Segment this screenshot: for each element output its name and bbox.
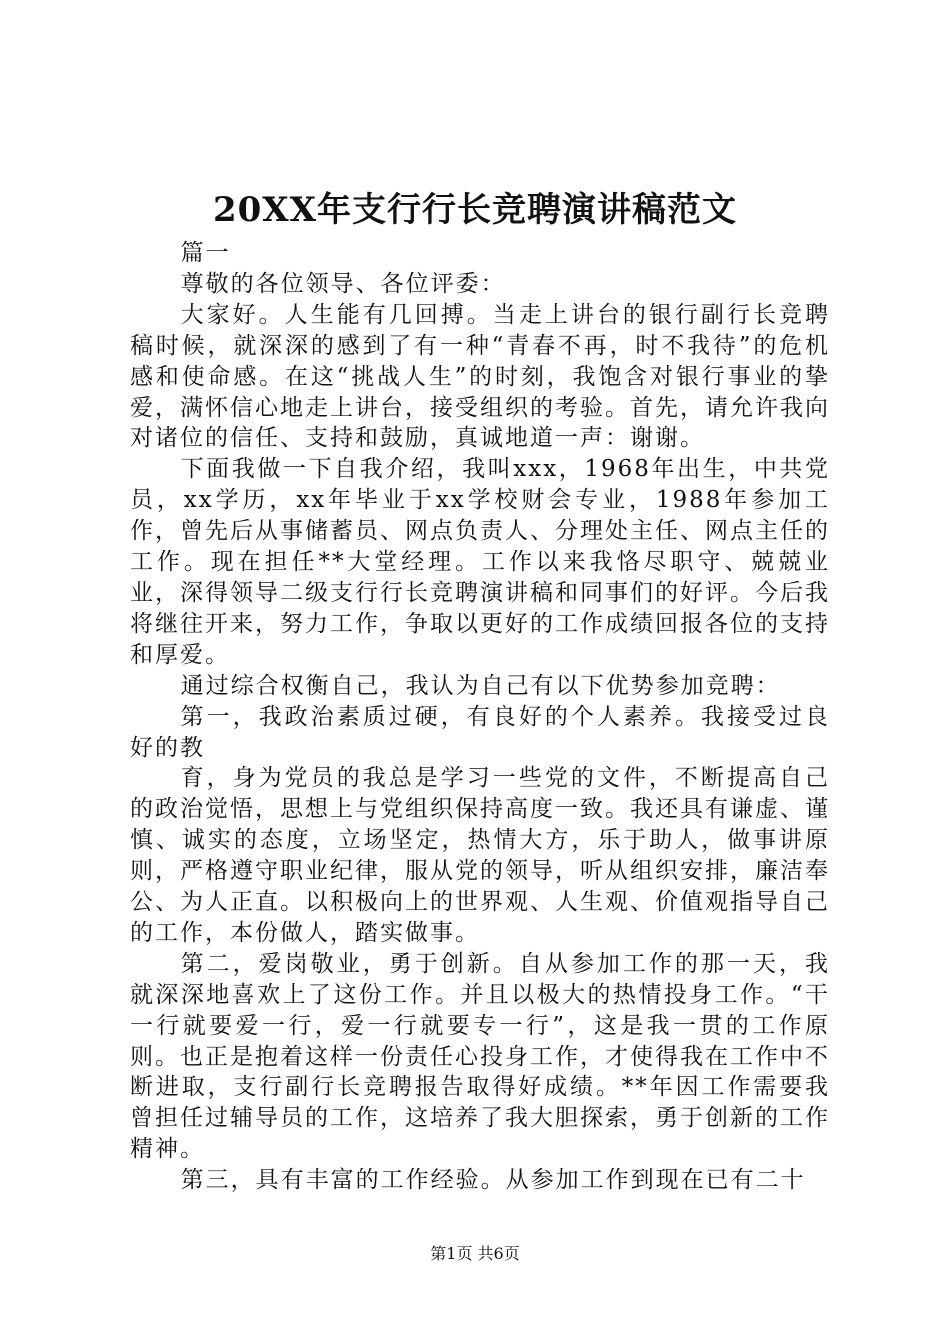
- paragraph-second-point: 第二，爱岗敬业，勇于创新。自从参加工作的那一天，我就深深地喜欢上了这份工作。并且以极大的热情投身工作。“干一行就要爱一行，爱一行就要专一行”，这是我一贯的工作原则。也正是抱着这样一份责任心投身工作，才使得我在工作中不断进取，支行副行长竞聘报告取得好成绩。**年因工作需要我曾担任过辅导员的工作，这培养了我大胆探索，勇于创新的工作精神。: [130, 950, 830, 1163]
- page-number-footer: 第1页 共6页: [430, 1244, 520, 1263]
- paragraph-third-point: 第三，具有丰富的工作经验。从参加工作到现在已有二十: [180, 1167, 806, 1194]
- paragraph-opening: 大家好。人生能有几回搏。当走上讲台的银行副行长竞聘稿时候，就深深的感到了有一种“青春不再，时不我待”的危机感和使命感。在这“挑战人生”的时刻，我饱含对银行事业的挚爱，满怀信心地走上讲台，接受组织的考验。首先，请允许我向对诸位的信任、支持和鼓励，真诚地道一声：谢谢。: [130, 301, 830, 452]
- paragraph-first-point-continued: 育，身为党员的我总是学习一些党的文件，不断提高自己的政治觉悟，思想上与党组织保持高度一致。我还具有谦虚、谨慎、诚实的态度，立场坚定，热情大方，乐于助人，做事讲原则，严格遵守职业纪律，服从党的领导，听从组织安排，廉洁奉公、为人正直。以积极向上的世界观、人生观、价值观指导自己的工作，本份做人，踏实做事。: [130, 765, 830, 946]
- paragraph-self-introduction: 下面我做一下自我介绍，我叫xxx，1968年出生，中共党员，xx学历，xx年毕业于xx学校财会专业，1988年参加工作，曾先后从事储蓄员、网点负责人、分理处主任、网点主任的工作。现在担任**大堂经理。工作以来我恪尽职守、兢兢业业，深得领导二级支行行长竞聘演讲稿和同事们的好评。今后我将继往开来，努力工作，争取以更好的工作成绩回报各位的支持和厚爱。: [130, 456, 830, 668]
- paragraph-first-point: 第一，我政治素质过硬，有良好的个人素养。我接受过良好的教: [130, 703, 830, 761]
- document-body: [130, 238, 830, 1196]
- paragraph-advantages-intro: 通过综合权衡自己，我认为自己有以下优势参加竞聘：: [180, 672, 781, 699]
- document-title: 20XX年支行行长竞聘演讲稿范文: [212, 190, 738, 230]
- paragraph-section-label: 篇一: [180, 240, 231, 266]
- paragraph-salutation: 尊敬的各位领导、各位评委：: [180, 270, 506, 297]
